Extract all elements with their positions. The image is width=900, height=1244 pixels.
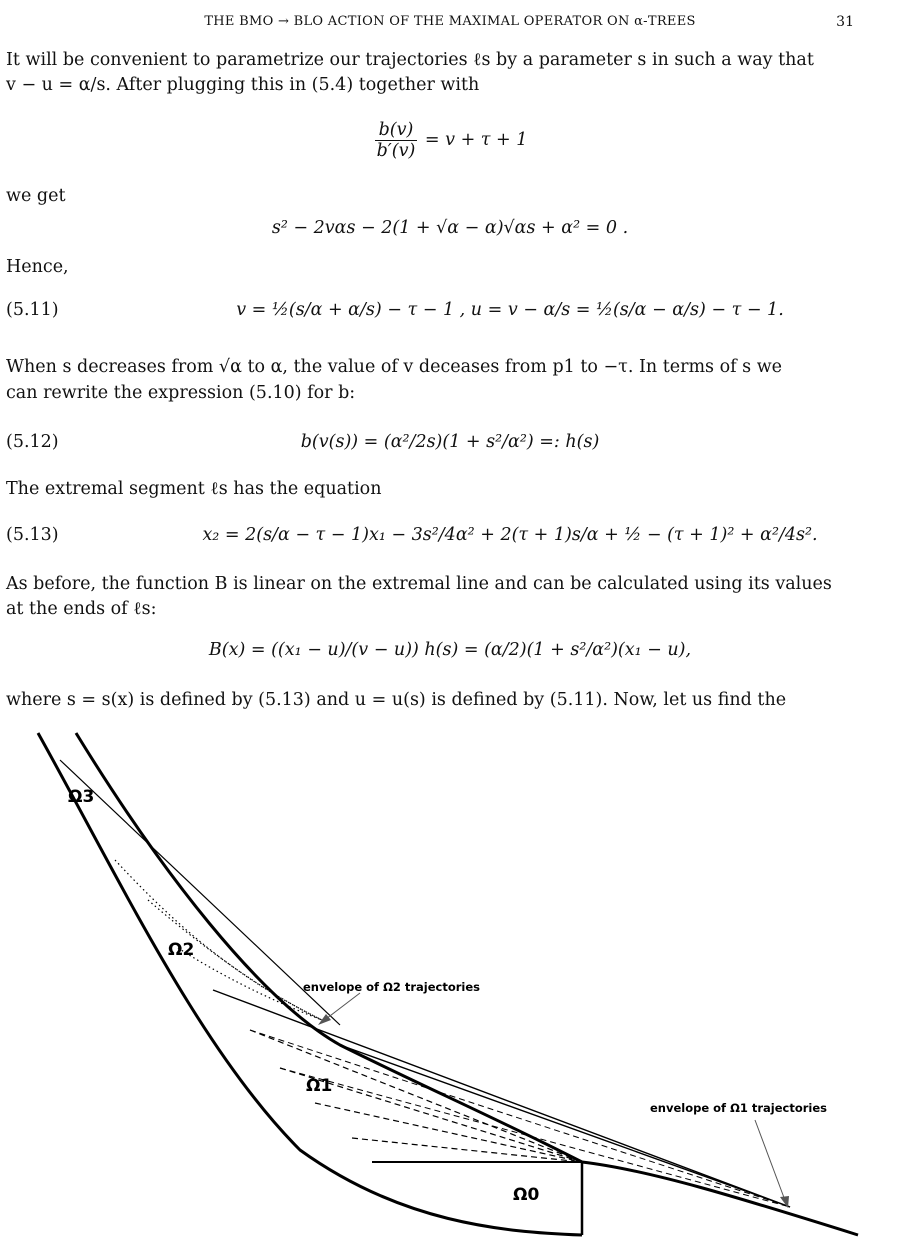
- ratio-numerator: b(v): [378, 120, 414, 140]
- omega1-trajectory-4: [352, 1138, 582, 1162]
- paragraph-extremal-segment: The extremal segment ℓs has the equation: [6, 479, 382, 499]
- omega1-trajectory-5: [250, 1030, 790, 1207]
- label-omega1: Ω1: [306, 1076, 333, 1096]
- paragraph-intro-line-2: v − u = α/s. After plugging this in (5.4) together with: [6, 75, 480, 95]
- omega1-arrowhead: [780, 1196, 789, 1208]
- quadratic-text: s² − 2vαs − 2(1 + √α − α)√αs + α² = 0 .: [271, 218, 629, 238]
- equation-label-5-11: (5.11): [6, 300, 59, 320]
- paragraph-as-before-line-1: As before, the function B is linear on the extremal line and can be calculated using its values: [6, 574, 832, 594]
- equation-label-5-12: (5.12): [6, 432, 59, 452]
- omega3-tangent-line: [60, 760, 340, 1025]
- paragraph-decrease-line-1: When s decreases from √α to α, the value of v deceases from p1 to −τ. In terms of s we: [6, 357, 783, 377]
- paragraph-decrease-line-2: can rewrite the expression (5.10) for b:: [6, 383, 356, 403]
- ratio-denominator: b′(v): [376, 141, 416, 161]
- figure-trajectories: [0, 725, 900, 1244]
- equation-quadratic: [0, 218, 900, 246]
- equation-B-text: B(x) = ((x₁ − u)/(v − u)) h(s) = (α/2)(1 + s²/α²)(x₁ − u),: [208, 640, 692, 660]
- paragraph-we-get: we get: [6, 186, 66, 206]
- equation-5-12: [0, 432, 900, 462]
- equation-ratio: [0, 120, 900, 170]
- label-omega3: Ω3: [68, 787, 95, 807]
- paragraph-hence: Hence,: [6, 257, 69, 277]
- annotation-omega2-envelope: envelope of Ω2 trajectories: [303, 980, 480, 994]
- omega1-trajectory-3: [315, 1103, 582, 1162]
- equation-5-13-text: x₂ = 2(s/α − τ − 1)x₁ − 3s²/4α² + 2(τ + 1)s/α + ½ − (τ + 1)² + α²/4s².: [202, 525, 818, 545]
- omega1-tangent-line: [340, 1045, 790, 1207]
- omega1-upper-line: [213, 990, 790, 1207]
- equation-5-11-text: v = ½(s/α + α/s) − τ − 1 , u = v − α/s = ½(s/α − α/s) − τ − 1.: [236, 300, 784, 320]
- equation-5-12-text: b(v(s)) = (α²/2s)(1 + s²/α²) =: h(s): [300, 432, 600, 452]
- label-omega0: Ω0: [513, 1185, 540, 1205]
- omega2-trajectory-2: [148, 900, 322, 1020]
- running-head: THE BMO → BLO ACTION OF THE MAXIMAL OPERATOR ON α-TREES: [204, 14, 696, 29]
- equation-5-13: [0, 525, 900, 555]
- page-number: 31: [836, 14, 854, 30]
- annotation-omega1-envelope: envelope of Ω1 trajectories: [650, 1101, 827, 1115]
- paragraph-where: where s = s(x) is defined by (5.13) and u = u(s) is defined by (5.11). Now, let us find the: [6, 690, 787, 710]
- ratio-rhs: = v + τ + 1: [424, 130, 528, 150]
- equation-label-5-13: (5.13): [6, 525, 59, 545]
- equation-B: [0, 640, 900, 670]
- omega2-trajectory-1: [115, 860, 322, 1020]
- paragraph-intro-line-1: It will be convenient to parametrize our trajectories ℓs by a parameter s in such a way that: [6, 50, 814, 70]
- omega1-annotation-arrow: [755, 1120, 786, 1203]
- omega1-trajectory-1: [250, 1030, 582, 1162]
- equation-5-11: [0, 300, 900, 330]
- label-omega2: Ω2: [168, 940, 195, 960]
- bottom-right-curve: [582, 1162, 858, 1235]
- page-header: [0, 14, 900, 36]
- inner-boundary-curve: [76, 733, 582, 1162]
- paragraph-as-before-line-2: at the ends of ℓs:: [6, 599, 157, 619]
- ratio-fraction: [375, 120, 418, 161]
